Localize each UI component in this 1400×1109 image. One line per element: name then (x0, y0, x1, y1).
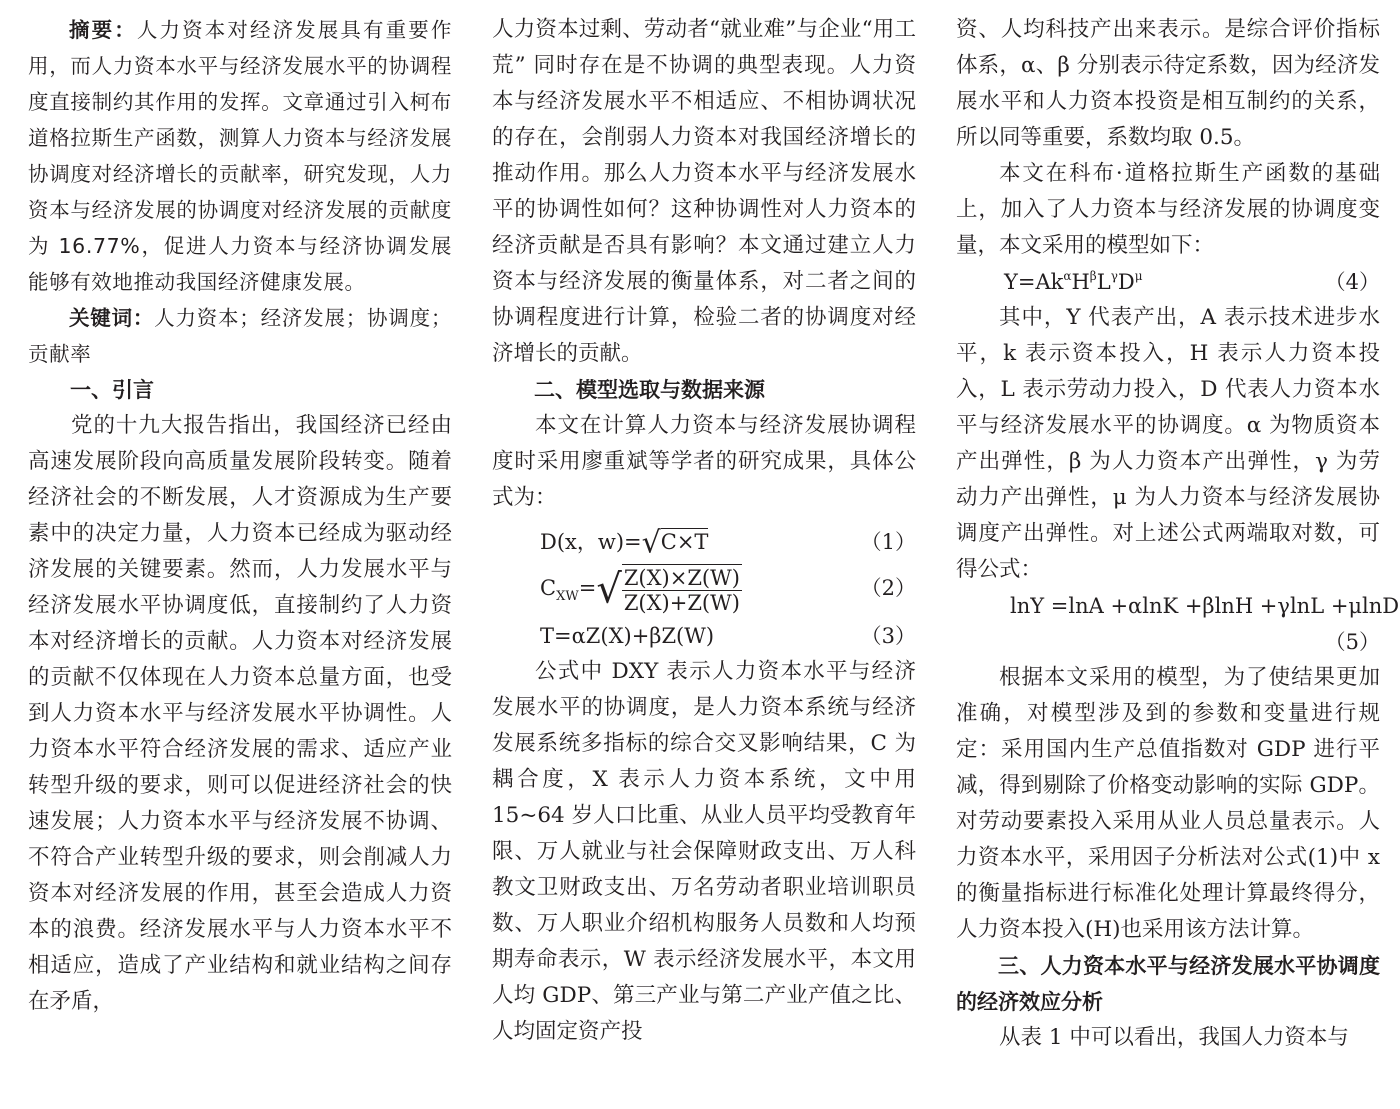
equation-4-part: L (1096, 270, 1111, 294)
equation-4-part: H (1071, 270, 1090, 294)
abstract-text: 人力资本对经济发展具有重要作用，而人力资本水平与经济发展水平的协调程度直接制约其作用的发挥。文章通过引入柯布道格拉斯生产函数，测算人力资本与经济发展协调度对经济增长的贡献率，研究发现，人力资本与经济发展的协调度对经济发展的贡献度为 16.77%，促进人力资本与经济协调发展能够有效地推动我国经济健康发展。 (28, 18, 452, 294)
section-heading-model: 二、模型选取与数据来源 (534, 378, 765, 402)
equation-number: （1） (860, 530, 916, 554)
equation-4-part: Y=Ak (1004, 270, 1064, 294)
superscript: γ (1110, 269, 1118, 283)
body-paragraph: 党的十九大报告指出，我国经济已经由高速发展阶段向高质量发展阶段转变。随着经济社会的不断发展，人才资源成为生产要素中的决定力量，人力资本已经成为驱动经济发展的关键要素。然而，人力发展水平与经济发展水平协调度低，直接制约了人力资本对经济增长的贡献。人力资本对经济发展的贡献不仅体现在人力资本总量方面，也受到人力资本水平与经济发展水平协调性。人力资本水平符合经济发展的需求、适应产业转型升级的要求，则可以促进经济社会的快速发展；人力资本水平与经济发展不协调、不符合产业转型升级的要求，则会削减人力资本对经济发展的作用，甚至会造成人力资本的浪费。经济发展水平与人力资本水平不相适应，造成了产业结构和就业结构之间存在矛盾， (28, 413, 452, 1014)
column-3 (956, 12, 1400, 1056)
body-paragraph: 资、人均科技产出来表示。是综合评价指标体系，α、β 分别表示待定系数，因为经济发展水平和人力资本投资是相互制约的关系，所以同等重要，系数均取 0.5。 (956, 17, 1380, 150)
equation-1-radicand: C×T (660, 530, 709, 554)
equation-1 (492, 524, 916, 560)
equation-1-lhs: D(x，w)= (540, 530, 642, 554)
sqrt-sign: √ (596, 566, 622, 613)
equation-number: （3） (860, 624, 916, 648)
body-paragraph: 本文在科布·道格拉斯生产函数的基础上，加入了人力资本与经济发展的协调度变量，本文采用的模型如下： (956, 161, 1380, 258)
equation-2-lhs: C (540, 576, 557, 600)
equation-2-numerator: Z(X)×Z(W) (623, 566, 740, 590)
equation-3-text: T=αZ(X)+βZ(W) (540, 624, 715, 648)
keywords (28, 300, 452, 372)
equation-5 (956, 588, 1400, 660)
body-paragraph: 本文在计算人力资本与经济发展协调程度时采用廖重斌等学者的研究成果，具体公式为： (492, 413, 916, 510)
equation-number: （4） (1324, 270, 1380, 294)
superscript: β (1089, 269, 1097, 283)
abstract-label: 摘要： (69, 18, 137, 42)
equation-2 (492, 560, 916, 618)
abstract (28, 12, 452, 300)
equation-4 (956, 264, 1380, 300)
equation-3 (492, 618, 916, 654)
superscript: α (1063, 269, 1072, 283)
section-heading-introduction: 一、引言 (70, 378, 154, 402)
superscript: μ (1134, 269, 1143, 283)
equation-2-denominator: Z(X)+Z(W) (623, 591, 740, 615)
body-paragraph: 其中，Y 代表产出，A 表示技术进步水平，k 表示资本投入，H 表示人力资本投入，L 表示劳动力投入，D 代表人力资本水平与经济发展水平的协调度。α 为物质资本产出弹性，β 为人力资本产出弹性，γ 为劳动力产出弹性，μ 为人力资本与经济发展协调度产出弹性。对上述公式两端取对数，可得公式： (956, 305, 1380, 582)
keywords-label: 关键词： (69, 306, 155, 330)
column-1 (28, 12, 452, 1020)
section-heading-analysis: 三、人力资本水平与经济发展水平协调度的经济效应分析 (956, 954, 1380, 1014)
sqrt-sign: √ (641, 525, 661, 561)
body-paragraph: 公式中 DXY 表示人力资本水平与经济发展水平的协调度，是人力资本系统与经济发展系统多指标的综合交叉影响结果，C 为耦合度，X 表示人力资本系统，文中用 15~64 岁人口比重、从业人员平均受教育年限、万人就业与社会保障财政支出、万人科教文卫财政支出、万名劳动者职业培训职员数、万人职业介绍机构服务人员数和人均预期寿命表示，W 表示经济发展水平，本文用人均 GDP、第三产业与第二产业产值之比、人均固定资产投 (492, 659, 916, 1044)
equation-2-equals: = (578, 576, 597, 600)
body-paragraph: 从表 1 中可以看出，我国人力资本与 (999, 1025, 1349, 1050)
equation-2-fraction (622, 564, 742, 615)
body-paragraph: 根据本文采用的模型，为了使结果更加准确，对模型涉及到的参数和变量进行规定：采用国内生产总值指数对 GDP 进行平减，得到剔除了价格变动影响的实际 GDP。对劳动要素投入采用从业人员总量表示。人力资本水平，采用因子分析法对公式(1)中 x 的衡量指标进行标准化处理计算最终得分，人力资本投入(H)也采用该方法计算。 (956, 665, 1380, 942)
keywords-text: 人力资本；经济发展；协调度；贡献率 (28, 306, 452, 366)
equation-4-part: D (1117, 270, 1135, 294)
column-2 (492, 12, 916, 1050)
equation-number: （5） (1324, 630, 1380, 654)
equation-number: （2） (860, 576, 916, 600)
equation-5-text: lnY =lnA +αlnK +βlnH +γlnL +μlnD (1010, 594, 1400, 618)
equation-2-subscript: XW (556, 589, 579, 605)
body-paragraph: 人力资本过剩、劳动者“就业难”与企业“用工荒” 同时存在是不协调的典型表现。人力资本与经济发展水平不相适应、不相协调状况的存在，会削弱人力资本对我国经济增长的推动作用。那么人力资本水平与经济发展水平的协调性如何？这种协调性对人力资本的经济贡献是否具有影响？本文通过建立人力资本与经济发展的衡量体系，对二者之间的协调程度进行计算，检验二者的协调度对经济增长的贡献。 (492, 17, 916, 366)
